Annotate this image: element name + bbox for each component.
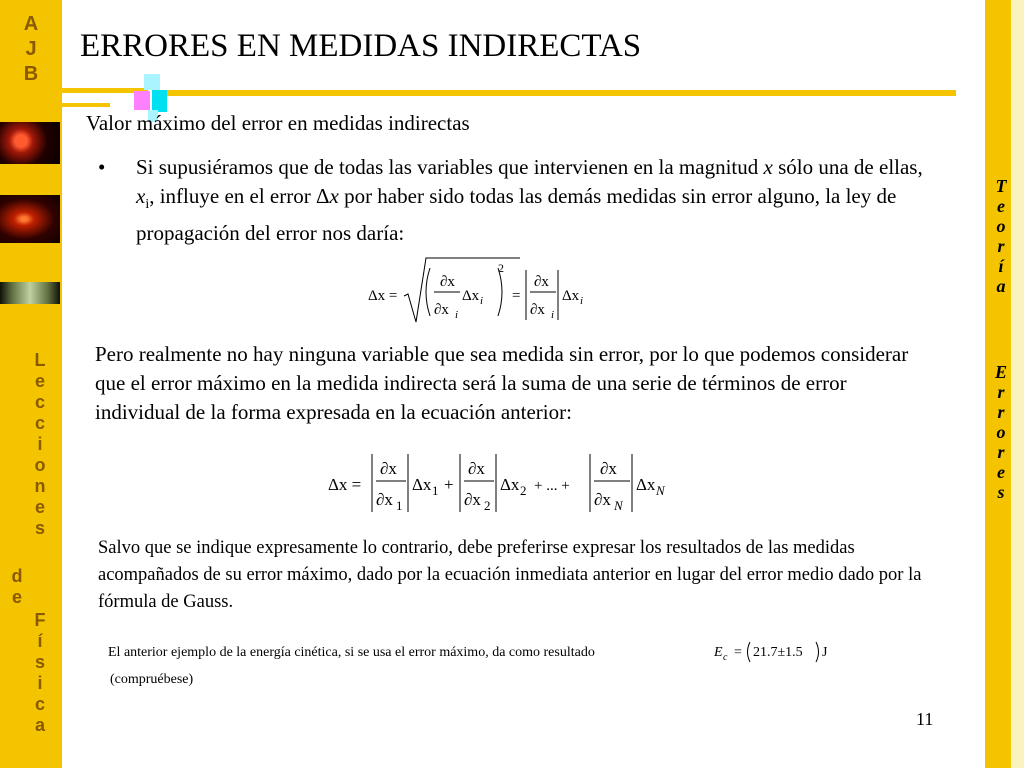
equation-kinetic-energy-result xyxy=(710,638,840,668)
svg-text:E: E xyxy=(714,645,723,660)
brand-letter-lecciones-7: e xyxy=(34,497,45,517)
svg-text:1: 1 xyxy=(396,498,403,513)
brand-letter-teoria-0: T xyxy=(995,176,1007,196)
svg-text:Δx: Δx xyxy=(412,475,432,494)
svg-text:J: J xyxy=(822,645,828,660)
svg-text:Δx: Δx xyxy=(462,288,480,304)
brand-letter-errores-0: E xyxy=(994,362,1007,382)
brand-letter-teoria-3: r xyxy=(997,236,1005,256)
svg-text:Δx: Δx xyxy=(562,288,580,304)
section-subtitle: Valor máximo del error en medidas indirectas xyxy=(86,111,470,135)
brand-letters-de xyxy=(6,566,28,608)
svg-text:i: i xyxy=(551,309,555,321)
paragraph-recommendation: Salvo que se indique expresamente lo contrario, debe preferirse expresar los resultados de las medidas acompañados de su error máximo, dado por la ecuación inmediata anterior en lugar del error medio dado por la fórmula de Gauss. xyxy=(98,538,922,612)
decorative-square-pink xyxy=(134,91,150,110)
svg-text:=: = xyxy=(734,645,742,660)
brand-letter-lecciones-2: c xyxy=(34,392,45,412)
decorative-square-cyan xyxy=(152,90,167,112)
brand-letters-teoria xyxy=(990,176,1012,296)
brand-letter-teoria-5: a xyxy=(996,276,1006,296)
svg-text:i: i xyxy=(480,295,484,307)
brand-letter-fisica-4: c xyxy=(34,694,45,714)
svg-text:∂x: ∂x xyxy=(468,459,485,478)
decorative-square-cyan-top xyxy=(144,74,160,90)
thumbnail-spectrum-image xyxy=(0,282,60,304)
svg-text:∂x: ∂x xyxy=(530,302,545,318)
brand-letter-lecciones-0: L xyxy=(34,350,46,370)
page-number: 11 xyxy=(916,709,934,729)
svg-text:N: N xyxy=(656,483,665,498)
svg-text:∂x: ∂x xyxy=(376,490,393,509)
svg-text:2: 2 xyxy=(484,498,491,513)
brand-letter-teoria-1: e xyxy=(997,196,1005,216)
paragraph-example: El anterior ejemplo de la energía cinética, si se usa el error máximo, da como resultado xyxy=(108,645,595,660)
brand-letter-errores-4: r xyxy=(997,442,1005,462)
brand-letter-fisica-1: í xyxy=(37,631,43,651)
svg-text:∂x: ∂x xyxy=(434,302,449,318)
brand-letter-ajb-1: J xyxy=(25,38,37,60)
svg-text:21.7±1.5: 21.7±1.5 xyxy=(753,645,803,660)
brand-letter-lecciones-8: s xyxy=(34,518,45,538)
thumbnail-lab-image-1 xyxy=(0,122,60,164)
brand-letter-lecciones-6: n xyxy=(34,476,46,496)
brand-letter-errores-5: e xyxy=(997,462,1005,482)
svg-text:c: c xyxy=(723,652,728,663)
brand-letters-fisica xyxy=(26,610,54,736)
brand-letter-errores-6: s xyxy=(997,482,1005,502)
svg-text:∂x: ∂x xyxy=(440,274,455,290)
right-edge-strip xyxy=(1011,0,1024,768)
brand-letter-fisica-0: F xyxy=(34,610,46,630)
brand-letter-lecciones-3: c xyxy=(34,413,45,433)
svg-text:Δx: Δx xyxy=(636,475,656,494)
brand-letter-ajb-0: A xyxy=(23,13,39,35)
brand-letter-fisica-3: i xyxy=(37,673,43,693)
brand-letter-fisica-5: a xyxy=(34,715,45,735)
svg-text:∂x: ∂x xyxy=(464,490,481,509)
svg-text:2: 2 xyxy=(520,483,527,498)
brand-letter-lecciones-4: i xyxy=(37,434,43,454)
brand-letters-lecciones xyxy=(26,350,54,539)
brand-letter-teoria-4: í xyxy=(998,256,1004,276)
brand-letter-lecciones-5: o xyxy=(34,455,46,475)
equation-maximum-error-sum xyxy=(324,450,684,516)
svg-text:Δx =: Δx = xyxy=(368,288,398,304)
brand-letter-de-0: d xyxy=(11,566,23,586)
svg-text:N: N xyxy=(614,498,623,513)
brand-letter-ajb-2: B xyxy=(23,63,39,85)
bullet-marker: • xyxy=(98,155,106,179)
brand-letter-de-1: e xyxy=(11,587,22,607)
decorative-line-right xyxy=(160,90,956,96)
svg-text:=: = xyxy=(512,288,521,304)
svg-text:∂x: ∂x xyxy=(594,490,611,509)
svg-text:2: 2 xyxy=(498,261,504,275)
brand-letter-lecciones-1: e xyxy=(34,371,45,391)
svg-text:Δx =: Δx = xyxy=(328,475,362,494)
svg-text:+: + xyxy=(444,475,454,494)
svg-text:∂x: ∂x xyxy=(380,459,397,478)
equation-single-variable-error xyxy=(360,256,600,326)
svg-text:Δx: Δx xyxy=(500,475,520,494)
paragraph-single-variable: Si supusiéramos que de todas las variables que intervienen en la magnitud x sólo una de ellas, $x_i$, influye en el error Δx por haber sido todas las demás medidas sin error alguno, la ley de propagación del error nos daría: xyxy=(136,155,923,246)
brand-letter-fisica-2: s xyxy=(34,652,45,672)
page-title: ERRORES EN MEDIDAS INDIRECTAS xyxy=(80,28,642,64)
brand-letter-teoria-2: o xyxy=(996,216,1006,236)
svg-text:∂x: ∂x xyxy=(534,274,549,290)
brand-letter-errores-1: r xyxy=(997,382,1005,402)
svg-text:i: i xyxy=(580,295,584,307)
brand-letter-errores-3: o xyxy=(996,422,1006,442)
paragraph-maximum-error: Pero realmente no hay ninguna variable que sea medida sin error, por lo que podemos considerar que el error máximo en la medida indirecta será la suma de una serie de términos de error individual de la forma expresada en la ecuación anterior: xyxy=(95,342,909,424)
svg-text:+ ... +: + ... + xyxy=(534,478,570,494)
decorative-line-left-lower xyxy=(62,103,110,107)
svg-text:∂x: ∂x xyxy=(600,459,617,478)
svg-text:1: 1 xyxy=(432,483,439,498)
paragraph-check-note: (compruébese) xyxy=(110,672,194,687)
brand-letter-errores-2: r xyxy=(997,402,1005,422)
brand-letters-errores xyxy=(990,362,1012,502)
svg-text:i: i xyxy=(455,309,459,321)
brand-letters-ajb xyxy=(18,12,44,87)
thumbnail-lab-image-2 xyxy=(0,195,60,243)
